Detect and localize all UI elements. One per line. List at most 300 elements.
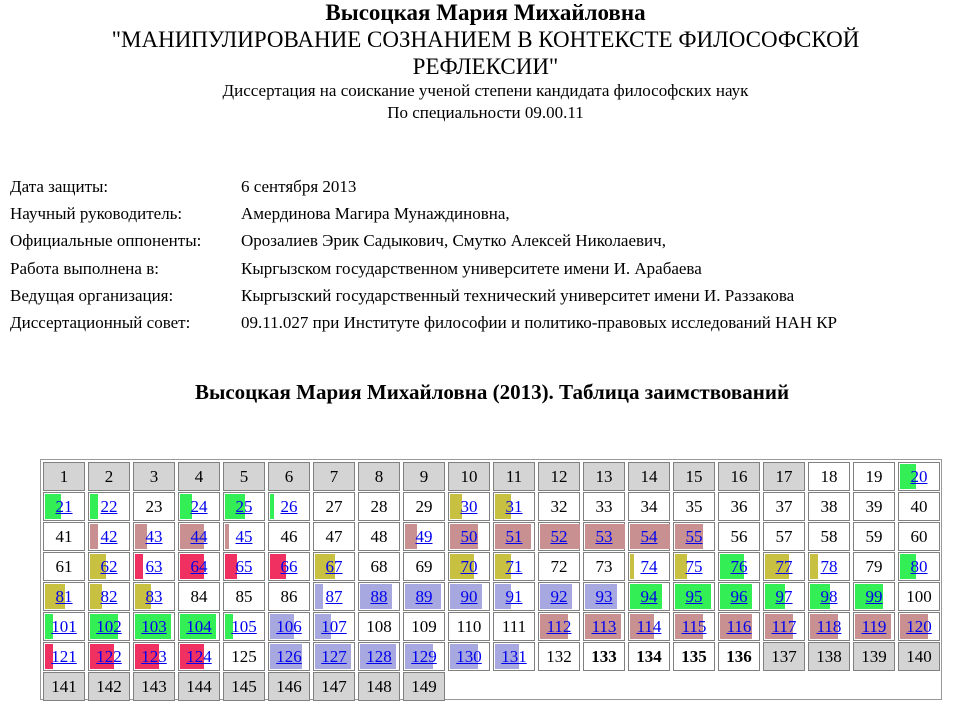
page-number: 10 [460,466,478,486]
page-cell[interactable] [43,582,85,611]
page-link[interactable]: 55 [685,526,703,546]
page-cell[interactable] [403,522,445,551]
info-table [10,173,837,337]
page-link[interactable]: 21 [55,496,73,516]
page-cell [358,522,400,551]
page-cell[interactable] [448,642,490,671]
page-cell[interactable] [88,552,130,581]
page-number: 145 [231,676,257,696]
page-link[interactable]: 49 [415,526,433,546]
page-cell [808,642,850,671]
page-cell [763,522,805,551]
page-number: 72 [550,556,568,576]
page-cell [853,522,895,551]
page-cell[interactable] [223,552,265,581]
page-number: 133 [591,646,617,666]
page-cell[interactable] [628,612,670,641]
page-link[interactable]: 45 [235,526,253,546]
page-number: 144 [186,676,212,696]
page-cell [583,492,625,521]
info-value: Амердинова Магира Мунаждиновна, [241,203,510,223]
page-cell[interactable] [808,612,850,641]
page-number: 3 [149,466,159,486]
page-cell [403,612,445,641]
page-link[interactable]: 24 [190,496,208,516]
page-link[interactable]: 92 [550,586,568,606]
page-cell[interactable] [673,612,715,641]
info-row [10,228,837,255]
page-number: 100 [906,586,932,606]
borrowings-table-title: Высоцкая Мария Михайловна (2013). Таблица заимствований [194,380,790,404]
page-link[interactable]: 54 [640,526,658,546]
page-link[interactable]: 117 [771,616,797,636]
page-number: 18 [820,466,838,486]
page-link[interactable]: 94 [640,586,658,606]
page-cell[interactable] [133,522,175,551]
page-cell[interactable] [763,612,805,641]
page-cell [538,462,580,491]
page-cell[interactable] [133,582,175,611]
page-cell[interactable] [358,642,400,671]
page-cell [853,642,895,671]
page-number: 56 [730,526,748,546]
info-row [10,200,837,227]
page-cell[interactable] [448,492,490,521]
page-link[interactable]: 52 [550,526,568,546]
page-cell[interactable] [538,612,580,641]
page-link[interactable]: 130 [456,646,482,666]
page-link[interactable]: 70 [460,556,478,576]
page-cell [313,672,355,701]
page-link[interactable]: 20 [910,466,928,486]
page-number: 146 [276,676,302,696]
page-cell[interactable] [403,582,445,611]
info-row [10,282,837,309]
borrowing-bar [315,584,323,609]
page-link[interactable]: 107 [321,616,347,636]
page-cell[interactable] [223,612,265,641]
page-cell [43,462,85,491]
page-cell[interactable] [493,492,535,521]
page-number: 28 [370,496,388,516]
page-number: 34 [640,496,658,516]
page-link[interactable]: 129 [411,646,437,666]
page-number: 79 [865,556,883,576]
borrowing-bar [630,554,634,579]
page-number: 48 [370,526,388,546]
page-number: 7 [329,466,339,486]
page-cell[interactable] [853,612,895,641]
page-link[interactable]: 22 [100,496,118,516]
page-link[interactable]: 124 [186,646,212,666]
page-link[interactable]: 67 [325,556,343,576]
page-number: 14 [640,466,658,486]
page-link[interactable]: 43 [145,526,163,546]
page-cell[interactable] [268,492,310,521]
page-cell [358,552,400,581]
page-link[interactable]: 113 [591,616,617,636]
page-number: 47 [325,526,343,546]
page-cell[interactable] [133,612,175,641]
page-cell [268,522,310,551]
page-link[interactable]: 114 [636,616,662,636]
author-name: Высоцкая Мария Михайловна [325,0,646,25]
page-cell [133,462,175,491]
page-link[interactable]: 83 [145,586,163,606]
page-cell[interactable] [178,612,220,641]
page-number: 5 [239,466,249,486]
page-link[interactable]: 42 [100,526,118,546]
page-cell [358,462,400,491]
borrowing-bar [90,494,98,519]
page-number: 38 [820,496,838,516]
page-cell[interactable] [178,552,220,581]
page-link[interactable]: 105 [231,616,257,636]
info-label: Официальные оппоненты: [10,231,202,251]
page-cell[interactable] [43,612,85,641]
page-link[interactable]: 93 [595,586,613,606]
page-cell [43,552,85,581]
page-link[interactable]: 77 [775,556,793,576]
page-cell [43,522,85,551]
page-cell [583,462,625,491]
page-number: 84 [190,586,208,606]
page-cell[interactable] [268,552,310,581]
page-link[interactable]: 127 [321,646,347,666]
page-link[interactable]: 76 [730,556,748,576]
page-cell[interactable] [493,522,535,551]
page-link[interactable]: 98 [820,586,838,606]
page-cell [223,642,265,671]
borrowing-bar [810,554,818,579]
page-cell [628,492,670,521]
page-cell[interactable] [358,582,400,611]
page-number: 132 [546,646,572,666]
page-number: 109 [411,616,437,636]
page-number: 58 [820,526,838,546]
page-cell [673,492,715,521]
page-number: 60 [910,526,928,546]
page-number: 36 [730,496,748,516]
page-cell[interactable] [133,552,175,581]
page-link[interactable]: 53 [595,526,613,546]
page-cell [178,462,220,491]
page-cell [313,462,355,491]
page-number: 35 [685,496,703,516]
page-number: 148 [366,676,392,696]
page-cell[interactable] [88,642,130,671]
page-cell[interactable] [88,612,130,641]
page-cell[interactable] [853,582,895,611]
page-link[interactable]: 25 [235,496,253,516]
page-cell[interactable] [313,612,355,641]
page-cell [718,642,760,671]
page-cell[interactable] [718,612,760,641]
page-link[interactable]: 101 [51,616,77,636]
page-cell[interactable] [313,552,355,581]
info-row [10,309,837,336]
page-cell [313,492,355,521]
page-link[interactable]: 118 [816,616,842,636]
page-number: 37 [775,496,793,516]
page-cell[interactable] [448,552,490,581]
page-cell [133,492,175,521]
page-cell[interactable] [538,522,580,551]
page-cell[interactable] [628,582,670,611]
page-cell [268,672,310,701]
page-cell [493,612,535,641]
page-number: 135 [681,646,707,666]
page-link[interactable]: 71 [505,556,523,576]
page-link[interactable]: 123 [141,646,167,666]
page-link[interactable]: 102 [96,616,122,636]
page-cell [43,672,85,701]
page-cell [358,672,400,701]
page-link[interactable]: 74 [640,556,658,576]
page-link[interactable]: 65 [235,556,253,576]
page-cell [268,462,310,491]
page-cell [763,462,805,491]
page-link[interactable]: 106 [276,616,302,636]
page-link[interactable]: 126 [276,646,302,666]
page-number: 125 [231,646,257,666]
page-link[interactable]: 97 [775,586,793,606]
page-link[interactable]: 81 [55,586,73,606]
borrowing-bar [135,554,143,579]
page-link[interactable]: 122 [96,646,122,666]
info-label: Работа выполнена в: [10,258,159,278]
page-cell[interactable] [493,582,535,611]
page-cell[interactable] [223,522,265,551]
page-number: 141 [51,676,77,696]
page-number: 108 [366,616,392,636]
page-cell[interactable] [673,552,715,581]
page-cell [808,462,850,491]
page-cell [898,642,940,671]
page-cell [223,462,265,491]
page-cell [538,642,580,671]
page-cell[interactable] [628,522,670,551]
page-link[interactable]: 62 [100,556,118,576]
info-row [10,255,837,282]
page-cell[interactable] [178,642,220,671]
page-number: 68 [370,556,388,576]
borrowing-bar [90,524,98,549]
page-number: 13 [595,466,613,486]
page-cell[interactable] [403,642,445,671]
page-cell[interactable] [763,552,805,581]
page-number: 41 [55,526,73,546]
page-cell [448,462,490,491]
info-label: Научный руководитель: [10,203,183,223]
page-cell[interactable] [178,522,220,551]
info-value: 09.11.027 при Институте философии и политико-правовых исследований НАН КР [241,313,838,333]
page-number: 85 [235,586,253,606]
page-link[interactable]: 78 [820,556,838,576]
page-cell [718,522,760,551]
page-number: 27 [325,496,343,516]
page-cell[interactable] [178,492,220,521]
dissertation-title: "МАНИПУЛИРОВАНИЕ СОЗНАНИЕМ В КОНТЕКСТЕ ФИЛОСОФСКОЙ РЕФЛЕКСИИ" [111,27,860,79]
page-number: 29 [415,496,433,516]
info-label: Дата защиты: [10,176,109,196]
page-cell [223,582,265,611]
page-cell[interactable] [493,642,535,671]
page-cell [853,462,895,491]
page-cell [808,522,850,551]
page-link[interactable]: 121 [51,646,77,666]
page-cell [403,492,445,521]
page-cell [538,492,580,521]
page-cell [178,582,220,611]
page-cell[interactable] [88,522,130,551]
page-link[interactable]: 63 [145,556,163,576]
page-cell[interactable] [718,582,760,611]
page-cell[interactable] [808,552,850,581]
page-number: 143 [141,676,167,696]
page-cell[interactable] [718,552,760,581]
page-number: 17 [775,466,793,486]
page-cell[interactable] [673,522,715,551]
page-cell [403,552,445,581]
page-number: 39 [865,496,883,516]
page-number: 137 [771,646,797,666]
page-cell[interactable] [673,582,715,611]
page-cell [853,492,895,521]
page-link[interactable]: 64 [190,556,208,576]
page-cell [853,552,895,581]
page-link[interactable]: 30 [460,496,478,516]
page-cell[interactable] [133,642,175,671]
page-link[interactable]: 89 [415,586,433,606]
page-number: 19 [865,466,883,486]
page-cell[interactable] [898,462,940,491]
page-link[interactable]: 80 [910,556,928,576]
page-link[interactable]: 50 [460,526,478,546]
info-value: Кыргызском государственном университете имени И. Арабаева [241,258,702,278]
page-link[interactable]: 116 [726,616,752,636]
page-link[interactable]: 90 [460,586,478,606]
borrowings-grid [40,459,942,700]
page-number: 9 [419,466,429,486]
page-link[interactable]: 131 [501,646,527,666]
page-cell[interactable] [43,492,85,521]
page-link[interactable]: 82 [100,586,118,606]
page-link[interactable]: 95 [685,586,703,606]
specialty-line: По специальности 09.00.11 [387,103,584,122]
page-number: 16 [730,466,748,486]
page-number: 23 [145,496,163,516]
page-number: 59 [865,526,883,546]
page-cell[interactable] [313,582,355,611]
page-link[interactable]: 88 [370,586,388,606]
page-number: 57 [775,526,793,546]
page-cell [448,612,490,641]
page-link[interactable]: 31 [505,496,523,516]
page-cell[interactable] [448,582,490,611]
page-link[interactable]: 119 [861,616,887,636]
page-cell [583,642,625,671]
page-cell[interactable] [88,492,130,521]
page-link[interactable]: 99 [865,586,883,606]
page-link[interactable]: 96 [730,586,748,606]
page-cell[interactable] [43,642,85,671]
page-cell[interactable] [763,582,805,611]
info-row [10,173,837,200]
page-number: 33 [595,496,613,516]
page-cell[interactable] [898,552,940,581]
page-link[interactable]: 112 [546,616,572,636]
page-link[interactable]: 87 [325,586,343,606]
page-cell[interactable] [583,582,625,611]
page-cell[interactable] [628,552,670,581]
page-number: 8 [374,466,384,486]
page-cell[interactable] [223,492,265,521]
page-cell[interactable] [88,582,130,611]
header [0,0,971,124]
page-cell [178,672,220,701]
page-link[interactable]: 26 [280,496,298,516]
page-link[interactable]: 91 [505,586,523,606]
page-link[interactable]: 51 [505,526,523,546]
page-cell[interactable] [583,522,625,551]
info-value: Орозалиев Эрик Садыкович, Смутко Алексей Николаевич, [241,231,666,251]
page-cell [358,612,400,641]
page-cell [403,672,445,701]
page-link[interactable]: 128 [366,646,392,666]
borrowing-bar [225,524,229,549]
page-link[interactable]: 120 [906,616,932,636]
page-cell[interactable] [268,612,310,641]
page-number: 40 [910,496,928,516]
page-number: 73 [595,556,613,576]
page-number: 1 [59,466,69,486]
page-number: 149 [411,676,437,696]
info-value: 6 сентября 2013 [241,176,357,196]
page-cell[interactable] [493,552,535,581]
page-cell[interactable] [268,642,310,671]
page-number: 138 [816,646,842,666]
page-number: 2 [104,466,114,486]
page-link[interactable]: 104 [186,616,212,636]
page-cell [88,462,130,491]
page-cell [898,492,940,521]
page-number: 12 [550,466,568,486]
page-link[interactable]: 75 [685,556,703,576]
page-number: 15 [685,466,703,486]
page-cell[interactable] [313,642,355,671]
page-cell[interactable] [808,582,850,611]
page-number: 110 [456,616,482,636]
page-cell[interactable] [538,582,580,611]
page-number: 11 [505,466,523,486]
page-cell [403,462,445,491]
page-cell [763,642,805,671]
info-value: Кыргызский государственный технический университет имени И. Раззакова [241,285,795,305]
page-cell[interactable] [898,612,940,641]
page-cell [313,522,355,551]
page-link[interactable]: 66 [280,556,298,576]
page-link[interactable]: 103 [141,616,167,636]
info-label: Диссертационный совет: [10,313,191,333]
page-number: 136 [726,646,752,666]
page-cell[interactable] [583,612,625,641]
page-cell [898,582,940,611]
page-link[interactable]: 115 [681,616,707,636]
page-link[interactable]: 44 [190,526,208,546]
page-cell[interactable] [448,522,490,551]
page-number: 6 [284,466,294,486]
